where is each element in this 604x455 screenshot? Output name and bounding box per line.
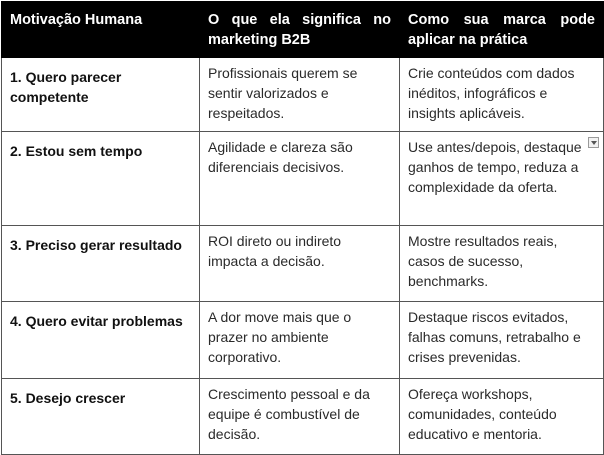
application-cell-with-dropdown: [400, 132, 604, 226]
header-meaning: O que ela significa no marketing B2B: [200, 2, 400, 58]
motivation-table: [1, 1, 604, 455]
meaning-cell: A dor move mais que o prazer no ambiente corporativo.: [200, 302, 400, 379]
table-row: [2, 226, 604, 302]
application-cell: Crie conteúdos com dados inéditos, infográficos e insights aplicáveis.: [400, 58, 604, 132]
meaning-cell: Agilidade e clareza são diferenciais decisivos.: [200, 132, 400, 226]
header-motivation: Motivação Humana: [2, 2, 200, 58]
header-application: Como sua marca pode aplicar na prática: [400, 2, 604, 58]
application-cell: Ofereça workshops, comunidades, conteúdo educativo e mentoria.: [400, 379, 604, 455]
motivation-cell: 2. Estou sem tempo: [2, 132, 200, 226]
meaning-cell: Profissionais querem se sentir valorizados e respeitados.: [200, 58, 400, 132]
motivation-cell: 4. Quero evitar problemas: [2, 302, 200, 379]
motivation-cell: 1. Quero parecer competente: [2, 58, 200, 132]
table-row: [2, 58, 604, 132]
meaning-cell: ROI direto ou indireto impacta a decisão.: [200, 226, 400, 302]
application-cell: Destaque riscos evitados, falhas comuns, retrabalho e crises prevenidas.: [400, 302, 604, 379]
table-header-row: [2, 2, 604, 58]
application-cell-text: Use antes/depois, destaque ganhos de tempo, reduza a complexidade da oferta.: [408, 139, 582, 195]
table-row: [2, 132, 604, 226]
meaning-cell: Crescimento pessoal e da equipe é combustível de decisão.: [200, 379, 400, 455]
motivation-cell: 5. Desejo crescer: [2, 379, 200, 455]
application-cell: Mostre resultados reais, casos de sucesso, benchmarks.: [400, 226, 604, 302]
table-row: [2, 379, 604, 455]
motivation-cell: 3. Preciso gerar resultado: [2, 226, 200, 302]
dropdown-arrow-icon[interactable]: [588, 137, 599, 148]
table-row: [2, 302, 604, 379]
motivation-table-container: [1, 1, 603, 452]
